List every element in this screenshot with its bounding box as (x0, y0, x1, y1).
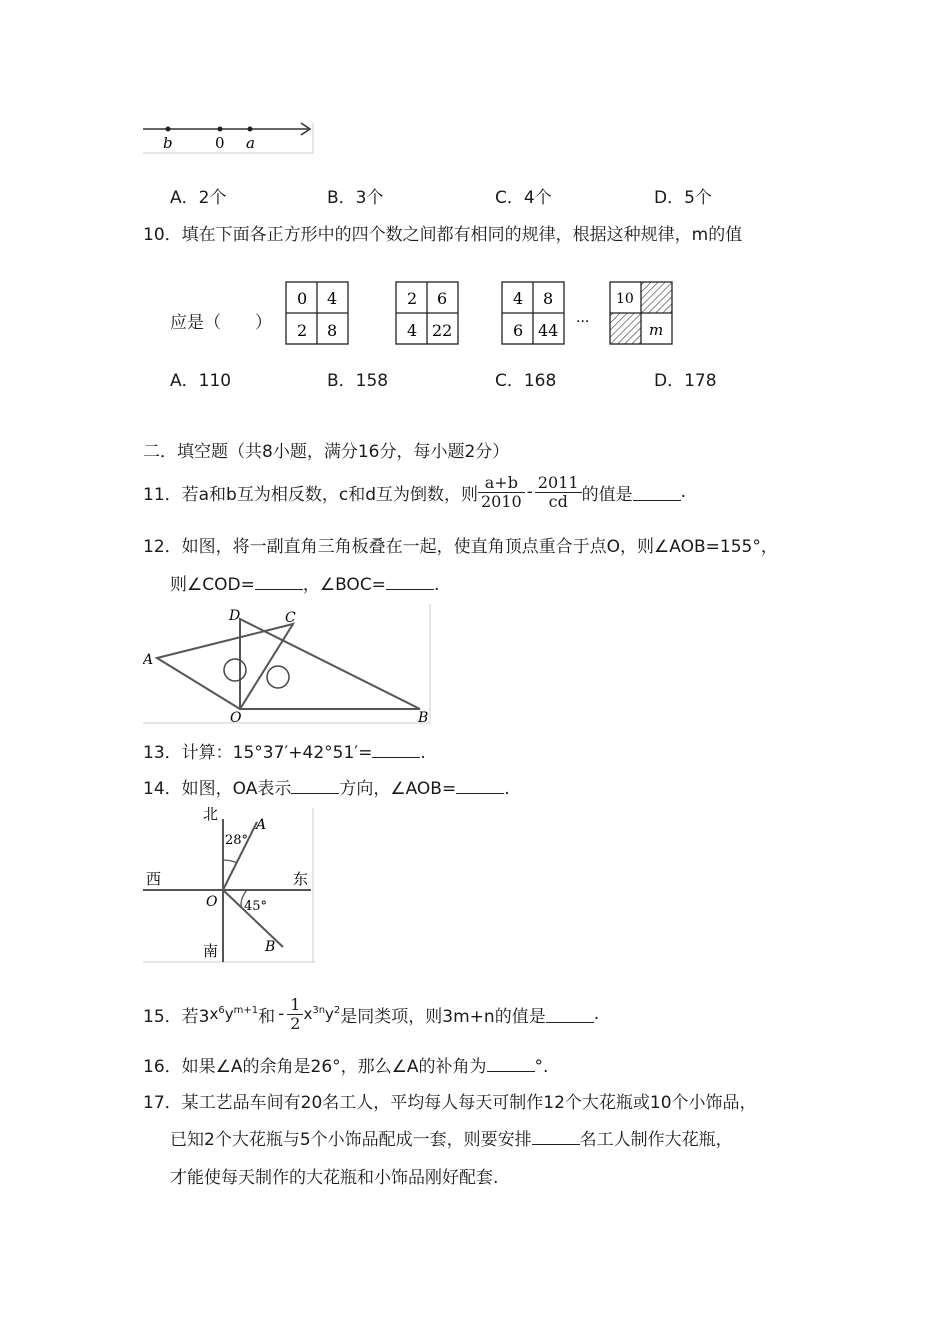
q10-option-b[interactable]: B．158 (327, 371, 389, 391)
label-O: O (206, 894, 218, 910)
q15-t2-xexp: 3n (312, 1005, 326, 1016)
q13-number: 13． (143, 743, 182, 763)
q9-option-d[interactable]: D．5个 (654, 188, 712, 208)
q15-t1-x: x (209, 1005, 219, 1023)
north-label: 北 (203, 805, 219, 823)
q9-option-a[interactable]: A．2个 (170, 188, 227, 208)
q12-end: . (433, 575, 440, 595)
q12-number: 12． (143, 537, 182, 557)
q9-option-b[interactable]: B．3个 (327, 188, 384, 208)
label-C: C (285, 610, 296, 626)
q13-answer-blank[interactable] (372, 740, 420, 758)
q15-text-a: 若3 (181, 1006, 210, 1027)
s3-br: 44 (538, 321, 559, 340)
q15-t2-x: x (303, 1005, 313, 1023)
q13-end: . (420, 743, 426, 763)
q11-answer-blank[interactable] (633, 483, 681, 501)
q15-frac-den: 2 (290, 1013, 301, 1033)
q11 (143, 470, 686, 514)
s2-bl: 4 (407, 321, 418, 340)
q14-text-b: 方向，∠AOB= (339, 779, 457, 799)
q14-text-a: 如图，OA表示 (181, 779, 292, 799)
q15-answer-blank[interactable] (546, 1005, 594, 1023)
q17-text2b: 名工人制作大花瓶， (579, 1130, 733, 1150)
q10-text2: 应是（ ） (170, 313, 272, 333)
label-b: b (163, 134, 173, 152)
square-1 (286, 282, 348, 344)
label-O: O (230, 710, 242, 726)
q11-frac1 (478, 474, 525, 510)
q16-answer-blank[interactable] (487, 1054, 535, 1072)
q15-text-b: 是同类项，则3m+n的值是 (340, 1006, 546, 1027)
q12-boc: ，∠BOC= (302, 575, 386, 595)
q15 (143, 994, 599, 1034)
q11-text-after: 的值是 (581, 484, 633, 505)
q10-option-a[interactable]: A．110 (170, 371, 232, 391)
angle-45: 45° (244, 899, 268, 914)
south-label: 南 (203, 942, 219, 960)
s3-tl: 4 (513, 289, 524, 308)
q12-boc-blank[interactable] (386, 572, 434, 590)
q12-cod: 则∠COD= (170, 575, 255, 595)
q15-end: . (593, 1004, 600, 1024)
s2-tl: 2 (407, 289, 418, 308)
square-3 (502, 282, 564, 344)
q9-option-c[interactable]: C．4个 (495, 188, 552, 208)
q15-t1-yexp: m+1 (233, 1005, 259, 1016)
q10-text: 填在下面各正方形中的四个数之间都有相同的规律，根据这种规律，m的值 (181, 225, 743, 245)
q11-frac2-den: cd (548, 491, 568, 511)
q15-neg: - (278, 1004, 285, 1024)
q10-stem (143, 220, 742, 245)
s1-tl: 0 (297, 289, 308, 308)
s4-br: m (649, 321, 664, 339)
q12-line2 (170, 570, 439, 595)
square-4 (610, 282, 672, 344)
q12-line1 (143, 532, 778, 557)
square-2 (396, 282, 458, 344)
s1-br: 8 (327, 321, 338, 340)
number-line-figure (143, 118, 318, 158)
q16-text: 如果∠A的余角是26°，那么∠A的补角为 (181, 1057, 487, 1077)
q17-text2a: 已知2个大花瓶与5个小饰品配成一套，则要安排 (170, 1130, 532, 1150)
label-A: A (143, 652, 154, 668)
east-label: 东 (293, 870, 309, 888)
q15-term1 (209, 1005, 258, 1023)
q17-line3: 才能使每天制作的大花瓶和小饰品刚好配套. (170, 1168, 499, 1188)
q15-term2 (303, 1005, 340, 1023)
q17-line2 (170, 1125, 733, 1150)
dots: ··· (576, 314, 590, 330)
q15-t2-y: y (325, 1005, 334, 1023)
q11-frac1-den: 2010 (481, 491, 522, 511)
label-zero: 0 (215, 134, 225, 152)
angle-28: 28° (225, 833, 249, 848)
q16-end: °. (534, 1057, 549, 1077)
q14-number: 14． (143, 779, 182, 799)
q10-option-c[interactable]: C．168 (495, 371, 557, 391)
q14-end: . (504, 779, 510, 799)
q14-figure (143, 804, 318, 966)
q15-t1-xexp: 6 (218, 1005, 225, 1016)
s2-br: 22 (432, 321, 453, 340)
q12-text: 如图，将一副直角三角板叠在一起，使直角顶点重合于点O，则∠AOB=155°， (181, 537, 778, 557)
q10-option-d[interactable]: D．178 (654, 371, 717, 391)
q13-text: 计算：15°37′+42°51′= (181, 743, 373, 763)
q15-and: 和 (258, 1006, 276, 1027)
q11-number: 11． (143, 484, 182, 505)
q12-figure (143, 602, 433, 727)
label-B: B (418, 710, 429, 726)
label-a: a (246, 134, 255, 152)
s1-tr: 4 (327, 289, 338, 308)
s4-tl: 10 (616, 291, 634, 307)
q11-minus: - (526, 482, 533, 502)
q11-frac2-num: 2011 (535, 474, 582, 493)
q11-frac1-num: a+b (478, 474, 525, 493)
q16-number: 16． (143, 1057, 182, 1077)
q15-t1-y: y (224, 1005, 234, 1023)
q17-line1 (143, 1088, 757, 1113)
q17-number: 17． (143, 1093, 182, 1113)
s2-tr: 6 (437, 289, 448, 308)
q15-number: 15． (143, 1006, 182, 1027)
label-D: D (229, 608, 241, 624)
q10-number: 10． (143, 225, 182, 245)
q14-direction-blank[interactable] (291, 776, 339, 794)
q11-end: . (680, 482, 686, 502)
s3-bl: 6 (513, 321, 524, 340)
west-label: 西 (146, 870, 162, 888)
q17-answer-blank[interactable] (532, 1127, 580, 1145)
q12-cod-blank[interactable] (255, 572, 303, 590)
q17-text1: 某工艺品车间有20名工人，平均每人每天可制作12个大花瓶或10个小饰品， (181, 1093, 757, 1113)
label-B: B (265, 939, 276, 955)
q11-text-before: 若a和b互为相反数，c和d互为倒数，则 (181, 484, 478, 505)
q14-angle-blank[interactable] (456, 776, 504, 794)
s1-bl: 2 (297, 321, 308, 340)
q16 (143, 1052, 548, 1077)
q11-frac2 (535, 474, 582, 510)
q15-t2-yexp: 2 (333, 1005, 341, 1016)
s3-tr: 8 (543, 289, 554, 308)
section-title: 二．填空题（共8小题，满分16分，每小题2分） (143, 442, 510, 462)
q15-frac-num: 1 (287, 996, 303, 1015)
q15-frac (287, 996, 303, 1032)
q10-squares-figure (280, 278, 680, 350)
label-A: A (256, 817, 267, 833)
q13 (143, 738, 426, 763)
q14 (143, 774, 510, 799)
